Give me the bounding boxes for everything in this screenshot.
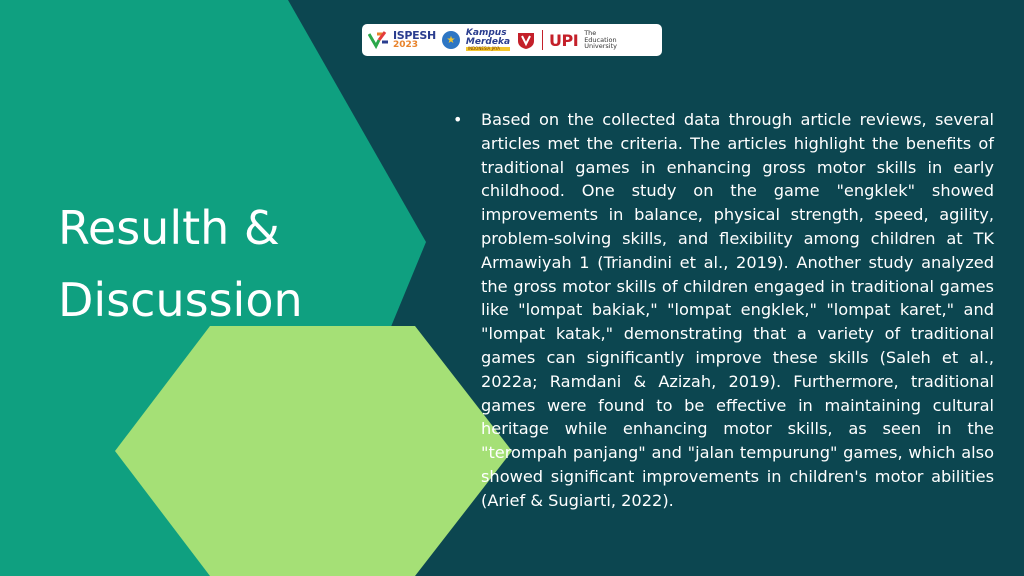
education-university-text bbox=[584, 30, 617, 50]
kampus-line2: Merdeka bbox=[465, 36, 511, 47]
edu-line3: University bbox=[584, 42, 617, 51]
ispesh-logo-icon bbox=[368, 30, 390, 50]
tut-wuri-handayani-icon: ★ bbox=[442, 31, 460, 49]
logo-bar bbox=[362, 24, 662, 56]
slide-title bbox=[58, 192, 388, 336]
ispesh-name: ISPESH bbox=[393, 29, 436, 42]
kampus-tag: INDONESIA JAYA bbox=[466, 47, 510, 51]
ispesh-year: 2023 bbox=[393, 40, 419, 50]
upi-emblem-icon bbox=[516, 30, 536, 50]
upi-wordmark: UPI bbox=[549, 30, 579, 50]
title-line2: Discussion bbox=[58, 273, 303, 327]
kampus-line1: Kampus bbox=[465, 28, 507, 39]
title-line1: Resulth & bbox=[58, 201, 280, 255]
content-area bbox=[452, 108, 994, 513]
bullet-item bbox=[452, 108, 994, 513]
edu-line2: Education bbox=[584, 35, 617, 44]
body-paragraph: Based on the collected data through article reviews, several articles met the criteria. The articles highlight the benefits of traditional games in enhancing gross motor skills in early childhood. One study on the game "engklek" showed improvements in balance, physical strength, speed, agility, problem-solving skills, and flexibility among children at TK Armawiyah 1 (Triandini et al., 2019). Another study analyzed the gross motor skills of children engaged in traditional games like "lompat bakiak," "lompat engklek," "lompat karet," and "lompat katak," demonstrating that a variety of traditional games can significantly improve these skills (Saleh et al., 2022a; Ramdani & Azizah, 2019). Furthermore, traditional games were found to be effective in maintaining cultural heritage while enhancing motor skills, as seen in the "terompah panjang" and "jalan tempurung" games, which also showed significant improvements in children's motor abilities (Arief & Sugiarti, 2022). bbox=[481, 110, 994, 510]
edu-line1: The bbox=[584, 28, 597, 37]
logo-separator bbox=[542, 30, 543, 50]
ispesh-logo bbox=[368, 30, 436, 50]
kampus-merdeka-logo-icon bbox=[466, 29, 510, 51]
bullet-dot: • bbox=[453, 110, 463, 129]
